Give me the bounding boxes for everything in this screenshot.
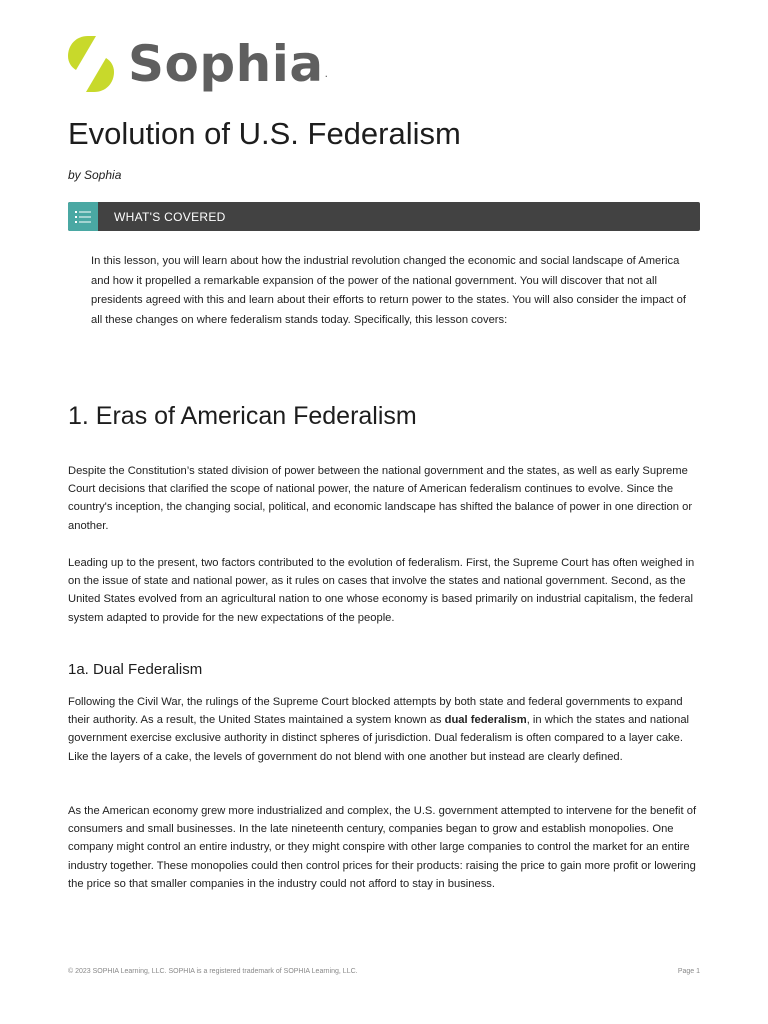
- sophia-logo-icon: [68, 34, 114, 94]
- subsection-heading-dual-federalism: 1a. Dual Federalism: [68, 661, 203, 678]
- dual-federalism-text-after: , in which the states and national government exercise exclusive authority in distinct spheres of jurisdiction. Dual federalism is often compared to a layer cake. Like the layers of a cake, the levels of government do not blend with one another but instead are clearly defined.: [68, 714, 690, 763]
- dual-federalism-paragraph-1: [68, 693, 704, 766]
- logo-dot: .: [324, 66, 328, 80]
- dual-federalism-text-before: Following the Civil War, the rulings of the Supreme Court blocked attempts by both state and federal governments to expand their authority. As a result, the United States maintained a system known as: [68, 696, 683, 727]
- dual-federalism-paragraph-2: As the American economy grew more industrialized and complex, the U.S. government attempted to intervene for the benefit of consumers and small businesses. In the late nineteenth century, companies began to grow and establish monopolies. One company might control an entire industry, or they might conspire with other large companies to control the market for an entire industry together. These monopolies could then control prices for their products: raising the price to gain more profit or lowering the price so that smaller companies in the industry could not afford to stay in business.: [68, 805, 697, 890]
- section-heading-eras: 1. Eras of American Federalism: [68, 402, 417, 430]
- sophia-logo: [68, 34, 328, 94]
- list-icon: [68, 202, 98, 231]
- footer-page-number: Page 1: [677, 968, 700, 975]
- whats-covered-text: In this lesson, you will learn about how the industrial revolution changed the economic and social landscape of America and how it propelled a remarkable expansion of the power of the national government. You will discover that not all presidents agreed with this and learn about their efforts to return power to the states. You will also consider the impact of all these changes on where federalism stands today. Specifically, this lesson covers:: [91, 255, 686, 326]
- eras-paragraph-1: Despite the Constitution’s stated division of power between the national government and the states, as well as early Supreme Court decisions that clarified the scope of national power, the nature of American federalism continues to evolve. Since the country's inception, the changing social, political, and economic landscape has shifted the balance of power in one direction or another.: [68, 465, 693, 532]
- page-title: Evolution of U.S. Federalism: [68, 116, 461, 151]
- whats-covered-bar: [68, 202, 700, 231]
- footer-copyright: © 2023 SOPHIA Learning, LLC. SOPHIA is a registered trademark of SOPHIA Learning, LLC.: [68, 968, 358, 975]
- byline: by Sophia: [68, 168, 122, 182]
- dual-federalism-term: dual federalism: [444, 714, 527, 727]
- whats-covered-label: WHAT'S COVERED: [114, 209, 226, 224]
- logo-wordmark: Sophia: [128, 35, 324, 93]
- eras-paragraph-2: Leading up to the present, two factors contributed to the evolution of federalism. First, the Supreme Court has often weighed in on the issue of state and national power, as it rules on cases that involve the states and national government. Second, as the United States evolved from an agricultural nation to one whose economy is based primarily on industrial capitalism, the federal system adapted to provide for the new expectations of the people.: [68, 557, 695, 624]
